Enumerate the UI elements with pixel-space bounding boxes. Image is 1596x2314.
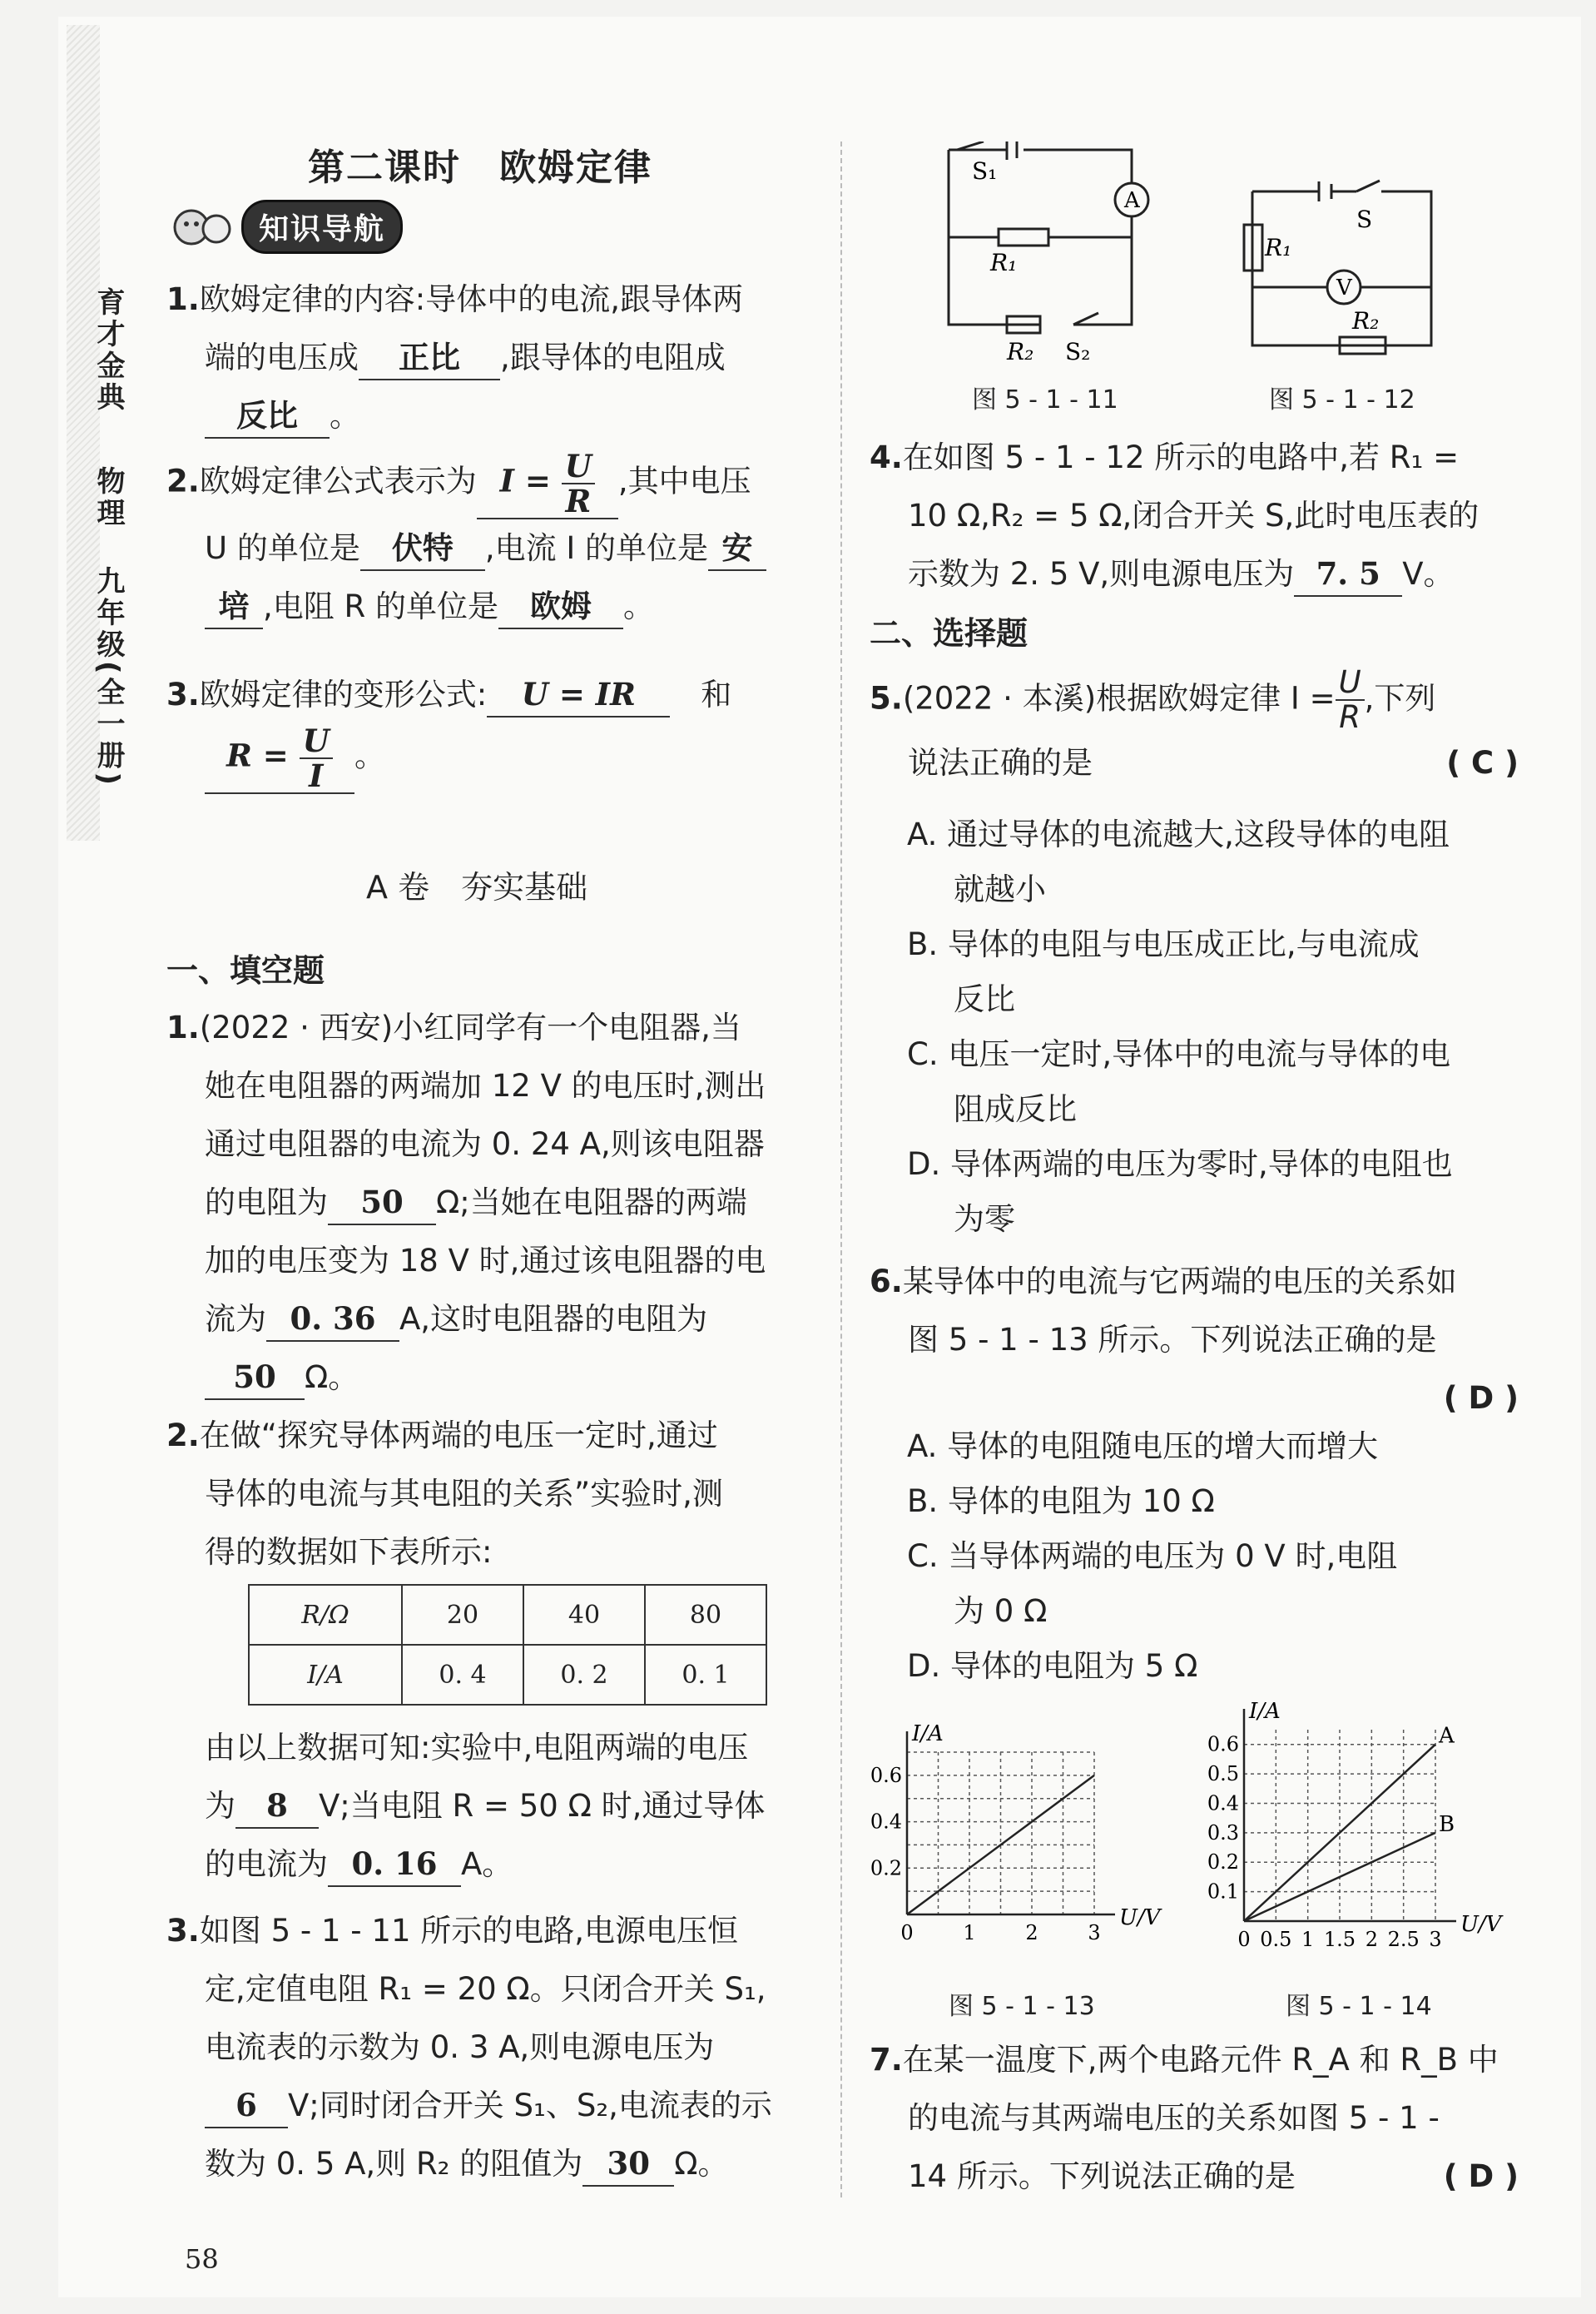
q2-line-6a: 的电流为 (205, 1846, 328, 1882)
q5-option-d2: 为零 (954, 1201, 1015, 1237)
k2-text-f: 。 (623, 588, 654, 624)
column-divider (840, 142, 842, 2197)
section-a-heading: A 卷 夯实基础 (366, 869, 588, 906)
knowledge-3 (166, 666, 824, 794)
q3-line-1: 如图 5 - 1 - 11 所示的电路,电源电压恒 (199, 1913, 739, 1949)
k2-blank-i2: 培 (205, 584, 263, 629)
q6-options (907, 1419, 1523, 1694)
chart-fig-14 (1198, 1698, 1514, 1956)
k1-num: 1. (166, 281, 200, 317)
k2-blank-i1: 安 (708, 526, 766, 571)
x-tick-label: 0 (1237, 1928, 1251, 1951)
q5-option-a2: 就越小 (954, 871, 1046, 907)
k2-text-c: U 的单位是 (205, 530, 360, 566)
x-tick-label: 3 (1429, 1928, 1442, 1951)
q5-option-b2: 反比 (954, 981, 1015, 1017)
question-6 (870, 1253, 1519, 1416)
q7-answer: ( D ) (1443, 2158, 1519, 2194)
k1-blank-2: 反比 (205, 394, 330, 439)
fig11-r1: R₁ (990, 249, 1018, 276)
k3-formula-lhs: R = (226, 737, 289, 774)
table-cell: R/Ω (249, 1585, 402, 1645)
q5-option-a: A. 通过导体的电流越大,这段导体的电阻 (907, 817, 1450, 852)
k2-text-e: ,电阻 R 的单位是 (263, 588, 498, 624)
fig-12-caption: 图 5 - 1 - 12 (1269, 385, 1415, 415)
q5-num: 5. (870, 680, 903, 717)
k1-text-d: 。 (330, 398, 360, 434)
q3-line-4b: V;同时闭合开关 S₁、S₂,电流表的示 (288, 2088, 772, 2123)
q6-option-b: B. 导体的电阻为 10 Ω (907, 1483, 1215, 1519)
spine-book: 育才金典 (92, 287, 125, 414)
q5-frac-num: U (1336, 666, 1365, 701)
y-tick-label: 0.2 (870, 1856, 902, 1880)
voltmeter-label: V (1336, 276, 1352, 300)
circuit-fig-11 (924, 142, 1157, 366)
k2-formula-frac (562, 449, 595, 518)
k2-formula-lhs: I = (499, 462, 551, 499)
x-tick-label: 2.5 (1387, 1928, 1420, 1951)
knowledge-2 (166, 449, 824, 636)
fig11-s2: S₂ (1065, 338, 1091, 365)
q4-line-2: 10 Ω,R₂ = 5 Ω,闭合开关 S,此时电压表的 (908, 498, 1480, 534)
y-tick-label: 0.4 (870, 1810, 902, 1834)
q3-num: 3. (166, 1913, 200, 1949)
knowledge-nav-label: 知识导航 (241, 200, 403, 254)
q6-option-c: C. 当导体两端的电压为 0 V 时,电阻 (907, 1538, 1398, 1574)
q4-line-3a: 示数为 2. 5 V,则电源电压为 (908, 556, 1295, 592)
page-number: 58 (185, 2243, 219, 2275)
q6-option-d: D. 导体的电阻为 5 Ω (907, 1648, 1198, 1684)
q2-line-4: 由以上数据可知:实验中,电阻两端的电压 (205, 1730, 749, 1765)
q1-blank-1: 50 (328, 1180, 436, 1225)
chart-fig-13 (865, 1706, 1165, 1956)
y-tick-label: 0.6 (870, 1763, 902, 1787)
q1-line-4a: 的电阻为 (205, 1184, 328, 1220)
k2-text-a: 欧姆定律公式表示为 (199, 463, 477, 499)
x-tick-label: 1.5 (1323, 1928, 1356, 1951)
q4-line-3b: V。 (1402, 556, 1455, 592)
q2-num: 2. (166, 1418, 200, 1453)
k1-text-c: ,跟导体的电阻成 (500, 340, 726, 375)
q5-line-1a: (2022 · 本溪)根据欧姆定律 I = (902, 680, 1336, 717)
q4-num: 4. (870, 439, 903, 475)
q5-options (907, 807, 1523, 1247)
q3-blank-2: 30 (582, 2142, 674, 2187)
x-axis-label: U/V (1460, 1912, 1502, 1937)
table-row (249, 1585, 766, 1645)
table-cell: 0. 4 (402, 1645, 523, 1705)
fig12-s: S (1356, 206, 1373, 233)
q3-line-3: 电流表的示数为 0. 3 A,则电源电压为 (205, 2029, 715, 2065)
q2-line-3: 得的数据如下表所示: (205, 1534, 493, 1570)
k3-blank-1: U = IR (487, 673, 670, 718)
y-tick-label: 0.5 (1207, 1762, 1239, 1786)
x-tick-label: 2 (1025, 1921, 1038, 1944)
x-axis-label: U/V (1119, 1905, 1161, 1930)
fig-11-caption: 图 5 - 1 - 11 (972, 385, 1118, 415)
q2-blank-1: 8 (235, 1784, 319, 1829)
question-1 (166, 999, 824, 1407)
q3-line-5b: Ω。 (674, 2146, 729, 2182)
k2-frac-num: U (562, 449, 595, 484)
q6-option-a: A. 导体的电阻随电压的增大而增大 (907, 1428, 1379, 1464)
q5-frac-den: R (1339, 699, 1361, 735)
k3-formula-frac (300, 724, 333, 792)
question-2 (166, 1407, 824, 1582)
q7-num: 7. (870, 2042, 903, 2078)
page-title: 第二课时 欧姆定律 (308, 146, 652, 189)
fig-13-caption: 图 5 - 1 - 13 (949, 1992, 1095, 2021)
q5-option-b: B. 导体的电阻与电压成正比,与电流成 (907, 926, 1420, 962)
y-tick-label: 0.6 (1207, 1732, 1239, 1756)
resistance-current-table (248, 1584, 767, 1706)
q2-line-2: 导体的电流与其电阻的关系”实验时,测 (205, 1476, 723, 1512)
y-axis-label: I/A (912, 1721, 944, 1746)
k3-num: 3. (166, 677, 200, 713)
x-tick-label: 1 (1301, 1928, 1315, 1951)
k2-text-b: ,其中电压 (617, 463, 751, 499)
k3-text-b: 和 (701, 677, 732, 713)
q1-num: 1. (166, 1010, 200, 1045)
q5-answer: ( C ) (1446, 745, 1519, 781)
knowledge-nav-badge (166, 200, 403, 254)
k2-frac-den: R (565, 483, 592, 519)
ammeter-label: A (1124, 188, 1140, 213)
q5-line-2: 说法正确的是 (908, 745, 1093, 781)
k3-frac-den: I (309, 757, 324, 794)
fig12-r2: R₂ (1352, 307, 1380, 335)
q6-option-c2: 为 0 Ω (954, 1593, 1048, 1629)
fig12-r1: R₁ (1265, 234, 1292, 261)
table-row (249, 1645, 766, 1705)
part2-heading: 二、选择题 (870, 615, 1028, 652)
q6-num: 6. (870, 1264, 903, 1299)
y-tick-label: 0.3 (1207, 1820, 1239, 1845)
k2-text-d: ,电流 I 的单位是 (484, 530, 709, 566)
circuit-fig-12 (1240, 179, 1456, 362)
y-tick-label: 0.1 (1207, 1880, 1239, 1904)
x-tick-label: 3 (1088, 1921, 1101, 1944)
x-tick-label: 0.5 (1260, 1928, 1292, 1951)
q5-option-c: C. 电压一定时,导体中的电流与导体的电 (907, 1036, 1451, 1072)
q2-line-5b: V;当电阻 R = 50 Ω 时,通过导体 (319, 1788, 766, 1824)
table-cell: 80 (645, 1585, 766, 1645)
part1-heading: 一、填空题 (166, 952, 325, 989)
y-axis-label: I/A (1249, 1699, 1281, 1724)
k1-text-b: 端的电压成 (205, 340, 359, 375)
fig11-r2: R₂ (1007, 338, 1034, 365)
y-tick-label: 0.2 (1207, 1850, 1239, 1875)
x-tick-label: 2 (1365, 1928, 1378, 1951)
q5-option-c2: 阻成反比 (954, 1091, 1077, 1127)
x-tick-label: 0 (900, 1921, 914, 1944)
q7-line-1: 在某一温度下,两个电路元件 R_A 和 R_B 中 (902, 2042, 1499, 2078)
k1-text-a: 欧姆定律的内容:导体中的电流,跟导体两 (199, 281, 744, 317)
question-5 (870, 666, 1519, 792)
q5-frac (1336, 666, 1365, 734)
q6-answer: ( D ) (1443, 1380, 1519, 1416)
q1-blank-2: 0. 36 (266, 1297, 399, 1342)
table-cell: 40 (523, 1585, 645, 1645)
q6-line-1: 某导体中的电流与它两端的电压的关系如 (902, 1264, 1457, 1299)
k3-text-c: 。 (354, 737, 385, 774)
q1-line-7: Ω。 (305, 1359, 359, 1395)
q2-line-6b: A。 (461, 1846, 513, 1882)
q1-line-4b: Ω;当她在电阻器的两端 (436, 1184, 747, 1220)
question-3 (166, 1902, 824, 2193)
q2-line-1: 在做“探究导体两端的电压一定时,通过 (199, 1418, 718, 1453)
series-label: A (1439, 1723, 1455, 1749)
q3-blank-1: 6 (205, 2083, 288, 2128)
q3-line-5a: 数为 0. 5 A,则 R₂ 的阻值为 (205, 2146, 583, 2182)
table-cell: 0. 2 (523, 1645, 645, 1705)
k2-blank-r: 欧姆 (498, 584, 623, 629)
q1-line-6b: A,这时电阻器的电阻为 (399, 1301, 708, 1337)
k2-blank-u: 伏特 (360, 526, 485, 571)
table-cell: 0. 1 (645, 1645, 766, 1705)
q2-line-5a: 为 (205, 1788, 235, 1824)
q1-line-6a: 流为 (205, 1301, 266, 1337)
q4-blank-1: 7. 5 (1294, 552, 1402, 597)
q2-blank-2: 0. 16 (328, 1842, 461, 1887)
q5-option-d: D. 导体两端的电压为零时,导体的电阻也 (907, 1146, 1453, 1182)
q1-line-2: 她在电阻器的两端加 12 V 的电压时,测出 (205, 1068, 766, 1104)
question-4 (870, 429, 1519, 603)
question-2-cont (166, 1719, 824, 1894)
q5-line-1b: ,下列 (1364, 680, 1436, 717)
cartoon-icon (166, 202, 241, 252)
q1-line-1: (2022 · 西安)小红同学有一个电阻器,当 (199, 1010, 741, 1045)
q1-line-5: 加的电压变为 18 V 时,通过该电阻器的电 (205, 1243, 766, 1279)
fig-14-caption: 图 5 - 1 - 14 (1286, 1992, 1432, 2021)
k2-num: 2. (166, 463, 200, 499)
q4-line-1: 在如图 5 - 1 - 12 所示的电路中,若 R₁ = (902, 439, 1460, 475)
q7-line-3: 14 所示。下列说法正确的是 (908, 2158, 1296, 2194)
k3-text-a: 欧姆定律的变形公式: (199, 677, 488, 713)
q1-line-3: 通过电阻器的电流为 0. 24 A,则该电阻器 (205, 1126, 765, 1162)
q6-line-2: 图 5 - 1 - 13 所示。下列说法正确的是 (908, 1322, 1437, 1358)
table-cell: 20 (402, 1585, 523, 1645)
k3-frac-num: U (300, 724, 333, 759)
table-cell: I/A (249, 1645, 402, 1705)
q1-blank-3: 50 (205, 1355, 305, 1400)
spine-grade: 九年级(全一册) (92, 566, 125, 789)
fig11-s1: S₁ (972, 157, 998, 185)
q3-line-2: 定,定值电阻 R₁ = 20 Ω。只闭合开关 S₁, (205, 1971, 766, 2007)
q7-line-2: 的电流与其两端电压的关系如图 5 - 1 - (908, 2100, 1440, 2136)
y-tick-label: 0.4 (1207, 1791, 1239, 1815)
x-tick-label: 1 (963, 1921, 976, 1944)
knowledge-1 (166, 271, 815, 445)
spine-subject: 物理 (92, 466, 125, 529)
question-7 (870, 2031, 1519, 2206)
k1-blank-1: 正比 (359, 335, 500, 380)
series-label: B (1439, 1811, 1455, 1837)
